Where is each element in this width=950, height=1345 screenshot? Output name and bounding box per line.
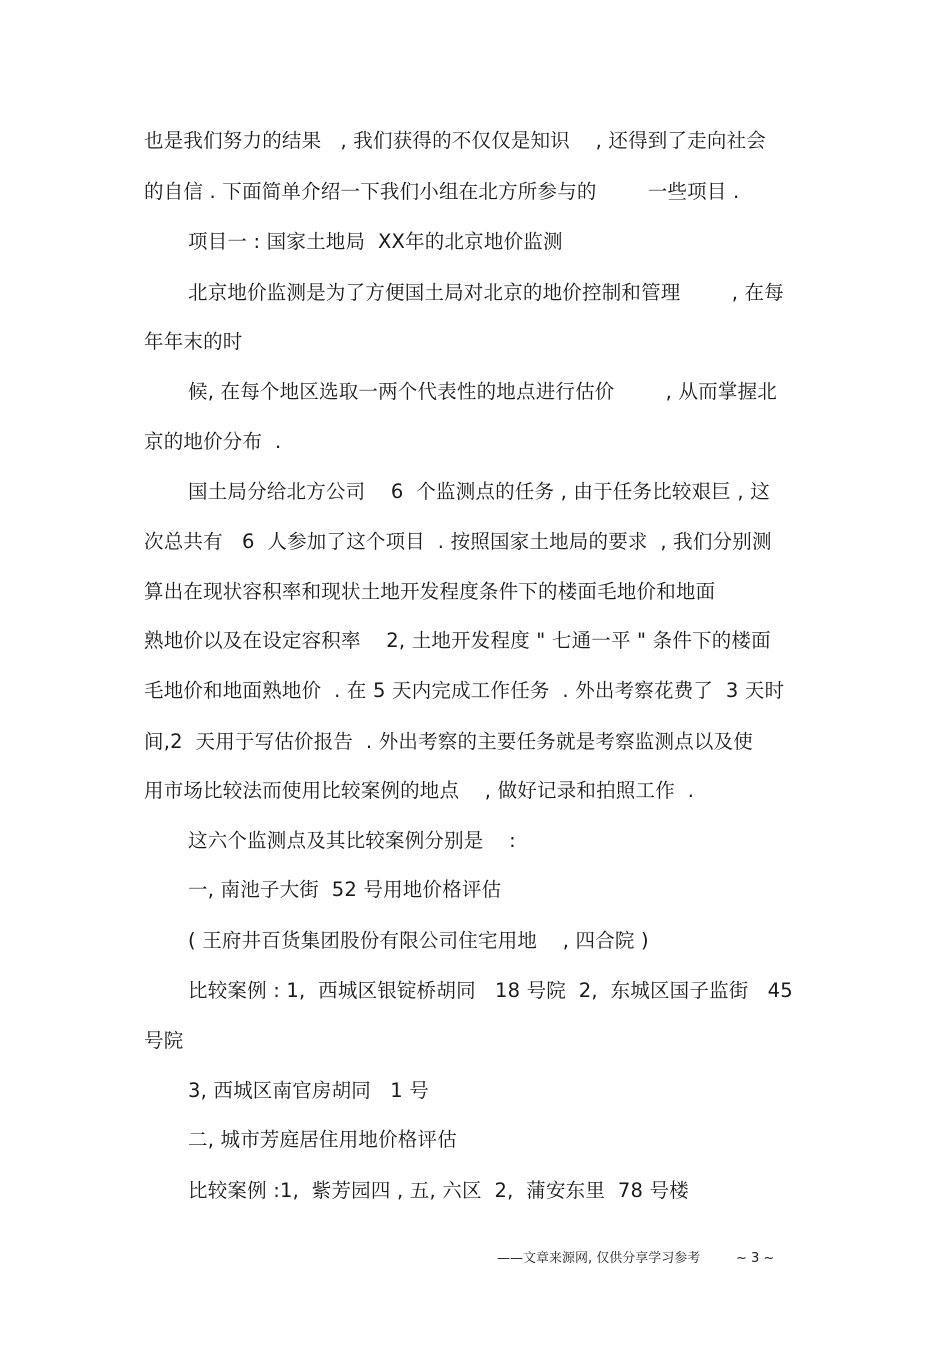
text-line: 号院 (144, 1029, 184, 1052)
list-item-heading: 二, 城市芳庭居住用地价格评估 (188, 1128, 457, 1151)
text-line: 比较案例 : 1, 西城区银锭桥胡同 18 号院 2, 东城区国子监街 45 (188, 979, 793, 1002)
text-line: 用市场比较法而使用比较案例的地点 , 做好记录和拍照工作 . (144, 779, 695, 802)
text-line: 北京地价监测是为了方便国土局对北京的地价控制和管理 , 在每 (188, 281, 784, 304)
text-line: 京的地价分布 . (144, 430, 282, 453)
text-line: 也是我们努力的结果 , 我们获得的不仅仅是知识 , 还得到了走向社会 (144, 129, 766, 152)
text-line: 的自信 . 下面简单介绍一下我们小组在北方所参与的 一些项目 . (144, 180, 740, 203)
section-heading: 项目一 : 国家土地局 XX年的北京地价监测 (188, 230, 563, 253)
text-line: ( 王府井百货集团股份有限公司住宅用地 , 四合院 ) (188, 929, 649, 952)
text-line: 这六个监测点及其比较案例分别是 : (188, 829, 516, 852)
list-item-heading: 一, 南池子大街 52 号用地价格评估 (188, 878, 502, 901)
text-line: 间,2 天用于写估价报告 . 外出考察的主要任务就是考察监测点以及使 (144, 730, 753, 753)
text-line: 次总共有 6 人参加了这个项目 . 按照国家土地局的要求 , 我们分别测 (144, 530, 772, 553)
text-line: 算出在现状容积率和现状土地开发程度条件下的楼面毛地价和地面 (144, 580, 716, 603)
text-line: 熟地价以及在设定容积率 2, 土地开发程度 " 七通一平 " 条件下的楼面 (144, 629, 771, 652)
text-line: 国土局分给北方公司 6 个监测点的任务 , 由于任务比较艰巨 , 这 (188, 480, 770, 503)
footer-source-note: ——文章来源网, 仅供分享学习参考 (497, 1251, 701, 1266)
text-line: 候, 在每个地区选取一两个代表性的地点进行估价 , 从而掌握北 (188, 380, 777, 403)
text-line: 3, 西城区南官房胡同 1 号 (188, 1079, 429, 1102)
text-line: 毛地价和地面熟地价 . 在 5 天内完成工作任务 . 外出考察花费了 3 天时 (144, 679, 785, 702)
text-line: 年年末的时 (144, 330, 243, 353)
text-line: 比较案例 :1, 紫芳园四 , 五, 六区 2, 蒲安东里 78 号楼 (188, 1179, 689, 1202)
page-number: ~ 3 ~ (736, 1251, 775, 1266)
